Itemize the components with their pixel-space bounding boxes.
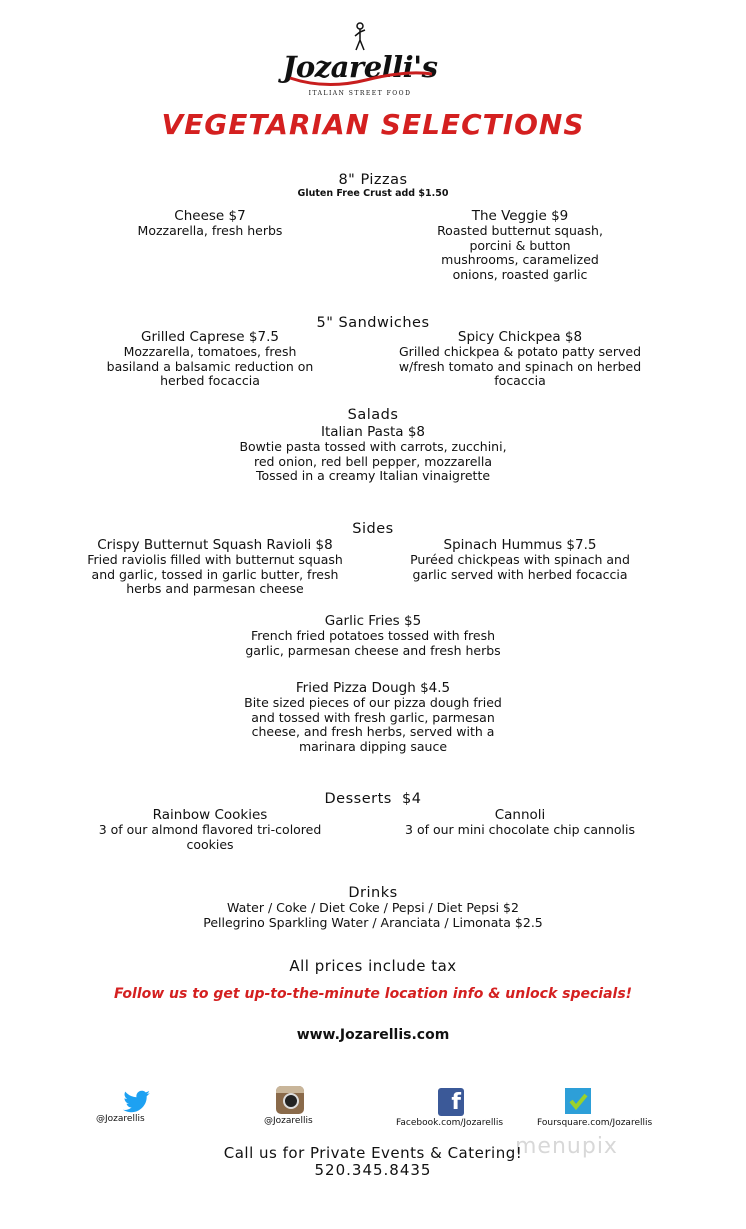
- logo: [280, 22, 440, 102]
- item-name: Grilled Caprese $7.5: [141, 329, 279, 345]
- item-desc-line: French fried potatoes tossed with fresh: [250, 628, 496, 643]
- item-name: Rainbow Cookies: [152, 807, 268, 823]
- menu-item: [203, 681, 543, 754]
- social-instagram[interactable]: [264, 1086, 344, 1127]
- item-desc-line: Bite sized pieces of our pizza dough fried: [244, 695, 502, 710]
- item-desc-line: and tossed with fresh garlic, parmesan: [251, 709, 495, 725]
- item-desc-line: cookies: [186, 836, 234, 852]
- item-desc-line: basiland a balsamic reduction on: [106, 358, 314, 374]
- drinks-line: Water / Coke / Diet Coke / Pepsi / Diet Pepsi $2: [227, 900, 519, 915]
- drinks-heading: Drinks: [348, 885, 398, 901]
- social-foursquare[interactable]: [537, 1088, 657, 1129]
- phone-number[interactable]: 520.345.8435: [314, 1161, 432, 1179]
- social-label: @Jozarellis: [96, 1114, 145, 1124]
- item-desc-line: Tossed in a creamy Italian vinaigrette: [255, 468, 491, 483]
- item-desc-line: herbed focaccia: [160, 373, 260, 388]
- item-desc-line: 3 of our mini chocolate chip cannolis: [405, 822, 635, 837]
- logo-name: Jozarelli's: [282, 50, 438, 84]
- item-name: Fried Pizza Dough $4.5: [295, 680, 451, 696]
- twitter-icon: [122, 1090, 152, 1114]
- menu-item: [410, 209, 630, 282]
- item-desc-line: garlic served with herbed focaccia: [412, 566, 628, 582]
- chef-figure-icon: [352, 22, 368, 52]
- item-desc-line: Puréed chickpeas with spinach and: [410, 552, 630, 567]
- instagram-icon: [276, 1086, 304, 1114]
- menu-item: [390, 330, 650, 389]
- item-desc-line: cheese, and fresh herbs, served with a: [251, 724, 495, 739]
- item-desc-line: onions, roasted garlic: [452, 266, 588, 282]
- menu-item: [90, 808, 330, 852]
- tax-note: All prices include tax: [289, 957, 457, 975]
- item-name: Spicy Chickpea $8: [457, 329, 583, 345]
- website-link[interactable]: www.Jozarellis.com: [296, 1027, 450, 1043]
- item-desc-line: marinara dipping sauce: [298, 738, 448, 754]
- social-facebook[interactable]: [396, 1088, 516, 1129]
- menu-item: [90, 330, 330, 389]
- page-title: VEGETARIAN SELECTIONS: [161, 108, 585, 141]
- item-name: Crispy Butternut Squash Ravioli $8: [97, 537, 333, 553]
- social-twitter[interactable]: [96, 1090, 166, 1125]
- item-desc-line: 3 of our almond flavored tri-colored: [98, 822, 322, 837]
- item-desc-line: porcini & button: [469, 237, 571, 253]
- item-desc-line: herbs and parmesan cheese: [126, 581, 304, 596]
- facebook-icon: f: [438, 1088, 464, 1116]
- menu-item: [110, 209, 310, 239]
- social-label: @Jozarellis: [264, 1116, 313, 1126]
- social-label: Foursquare.com/Jozarellis: [537, 1118, 653, 1128]
- menu-item: [390, 808, 650, 838]
- item-name: Italian Pasta $8: [320, 424, 426, 440]
- salads-heading: Salads: [347, 407, 399, 423]
- item-desc-line: red onion, red bell pepper, mozzarella: [253, 453, 493, 469]
- social-label: Facebook.com/Jozarellis: [396, 1118, 504, 1128]
- sides-heading: Sides: [352, 521, 394, 537]
- follow-banner: Follow us to get up-to-the-minute location info & unlock specials!: [113, 986, 633, 1002]
- item-desc-line: Mozzarella, tomatoes, fresh: [123, 344, 297, 359]
- catering-note: Call us for Private Events & Catering!: [223, 1144, 523, 1162]
- item-name: Cheese $7: [174, 208, 246, 224]
- menu-item: [400, 538, 640, 582]
- item-name: Cannoli: [494, 807, 546, 823]
- item-desc-line: garlic, parmesan cheese and fresh herbs: [245, 642, 501, 658]
- logo-tagline: ITALIAN STREET FOOD: [308, 90, 412, 97]
- watermark: menupix: [515, 1134, 618, 1159]
- item-desc-line: Roasted butternut squash,: [437, 223, 603, 238]
- item-desc-line: w/fresh tomato and spinach on herbed: [398, 358, 642, 374]
- item-name: Spinach Hummus $7.5: [443, 537, 597, 553]
- item-name: The Veggie $9: [471, 208, 569, 224]
- menu-item: [203, 614, 543, 658]
- item-desc-line: and garlic, tossed in garlic butter, fresh: [91, 566, 339, 582]
- menu-item: [193, 425, 553, 484]
- menu-item: [85, 538, 345, 597]
- foursquare-icon: [565, 1088, 591, 1114]
- desserts-heading: Desserts $4: [324, 791, 422, 807]
- item-desc-line: mushrooms, caramelized: [441, 252, 599, 267]
- item-desc-line: Mozzarella, fresh herbs: [137, 223, 283, 238]
- item-desc-line: focaccia: [494, 373, 546, 388]
- item-desc-line: Grilled chickpea & potato patty served: [399, 344, 641, 359]
- gluten-free-note: Gluten Free Crust add $1.50: [297, 188, 449, 199]
- logo-swoosh-icon: [286, 68, 436, 88]
- pizzas-heading: 8" Pizzas: [338, 172, 408, 188]
- drinks-line: Pellegrino Sparkling Water / Aranciata / Limonata $2.5: [203, 915, 543, 930]
- item-name: Garlic Fries $5: [324, 613, 422, 629]
- item-desc-line: Bowtie pasta tossed with carrots, zucchini,: [239, 439, 507, 454]
- item-desc-line: Fried raviolis filled with butternut squash: [87, 552, 343, 567]
- sandwiches-heading: 5" Sandwiches: [316, 315, 430, 331]
